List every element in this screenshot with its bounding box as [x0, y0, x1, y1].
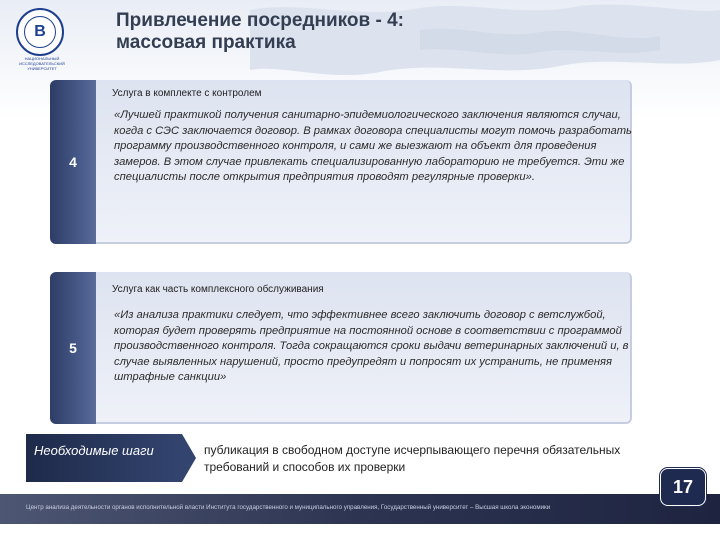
footer-bar	[0, 494, 720, 524]
page-number: 17	[660, 468, 706, 506]
university-emblem-icon: В	[24, 16, 56, 48]
block-text: «Из анализа практики следует, что эффективнее всего заключить договор с ветслужбой, которая будет проверять предприятие на постоянной основе в соответствии с программой производственного контроля. Тогда сокращаются сроки выдачи ветеринарных заключений и, в случае выявленных нарушений, просто предупредят и попросят их устранить, не применяя штрафные санкции»	[114, 309, 629, 384]
practice-block-4	[50, 80, 632, 244]
block-text: «Лучшей практикой получения санитарно-эпидемиологического заключения являются случаи, когда с СЭС заключается договор. В рамках договора специалисты могут помочь разработать программу производственного контроля, и сами же выезжают на объект для проведения замеров. В этом случае привлекать специализированную лабораторию не требуется. Эти же специалисты после открытия предприятия проводят регулярные проверки».	[114, 109, 632, 184]
steps-text: публикация в свободном доступе исчерпывающего перечня обязательных требований и способов их проверки	[204, 443, 621, 474]
title-line-1: Привлечение посредников - 4:	[116, 10, 404, 31]
block-heading: Услуга в комплекте с контролем	[112, 88, 262, 99]
steps-arrow-icon	[182, 434, 196, 482]
title-line-2: массовая практика	[116, 32, 296, 53]
block-number-tab: 5	[50, 272, 96, 424]
steps-label-box: Необходимые шаги	[26, 434, 182, 482]
practice-block-5	[50, 272, 632, 424]
page-title	[116, 10, 676, 54]
footer-text: Центр анализа деятельности органов исполнительной власти Института государственного и муниципального управления, Государственный университет – Высшая школа экономики	[26, 504, 551, 511]
university-logo	[16, 8, 64, 56]
logo-caption: НАЦИОНАЛЬНЫЙ ИССЛЕДОВАТЕЛЬСКИЙ УНИВЕРСИТЕТ	[19, 56, 65, 71]
block-number-tab: 4	[50, 80, 96, 244]
block-heading: Услуга как часть комплексного обслуживания	[112, 284, 324, 295]
